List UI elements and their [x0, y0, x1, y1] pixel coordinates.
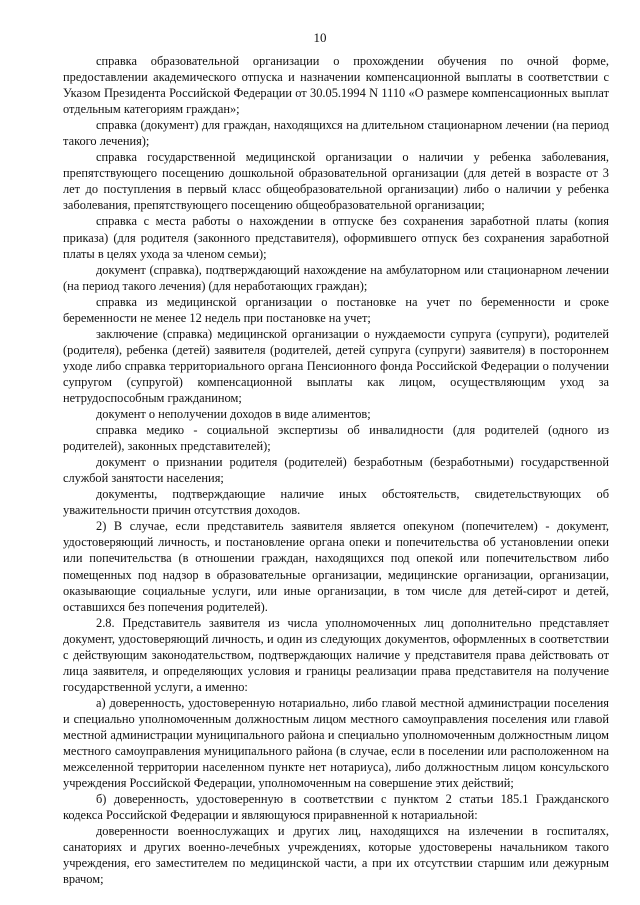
paragraph-child-illness-certificate: справка государственной медицинской организации о наличии у ребенка заболевания, препятствующего посещению дошкольной образовательной организации (для детей в возрасте от 3 лет до поступления в первый класс общеобразовательной организации) либо о наличии у ребенка заболевания, препятствующего посещению общеобразовательной организации;: [63, 150, 609, 213]
paragraph-pregnancy-certificate: справка из медицинской организации о постановке на учет по беременности и сроке беременности не менее 12 недель при постановке на учет;: [63, 294, 609, 325]
paragraph-care-need-conclusion: заключение (справка) медицинской организации о нуждаемости супруга (супруги), родителей (родителя), ребенка (детей) заявителя (родителей, детей супруга (супруги) заявителя) в постороннем уходе либо справка территориального органа Пенсионного фонда Российской Федерации о получении супругом (супругой) компенсационной выплаты как лицом, осуществляющим уход за нетрудоспособным гражданином;: [63, 326, 609, 405]
paragraph-section-2-8: 2.8. Представитель заявителя из числа уполномоченных лиц дополнительно представляет документ, удостоверяющий личность, и один из следующих документов, оформленных в соответствии с действующим законодательством, подтверждающих наличие у представителя права действовать от лица заявителя, и определяющих условия и границы реализации права представителя на получение государственной услуги, а именно:: [63, 615, 609, 694]
paragraph-guardian-representative: 2) В случае, если представитель заявителя является опекуном (попечителем) - документ, удостоверяющий личность, и постановление органа опеки и попечительства об установлении опеки или попечительства (в отношении граждан, находящихся под опекой или попечительством либо помещенных под надзор в образовательные организации, медицинские организации, организации, оказывающие социальные услуги, или иные организации, в том числе для детей-сирот и детей, оставшихся без попечения родителей).: [63, 519, 609, 614]
paragraph-education-certificate: справка образовательной организации о прохождении обучения по очной форме, предоставлении академического отпуска и назначении компенсационной выплаты в соответствии с Указом Президента Российской Федерации от 30.05.1994 N 1110 «О размере компенсационных выплат отдельным категориям граждан»;: [63, 54, 609, 117]
paragraph-other-circumstances: документы, подтверждающие наличие иных обстоятельств, свидетельствующих об уважительности причин отсутствия доходов.: [63, 487, 609, 518]
paragraph-item-b-power-of-attorney: б) доверенность, удостоверенную в соответствии с пунктом 2 статьи 185.1 Гражданского кодекса Российской Федерации и являющуюся приравненной к нотариальной:: [63, 792, 609, 823]
paragraph-unemployment-recognition: документ о признании родителя (родителей) безработным (безработными) государственной службой занятости населения;: [63, 455, 609, 486]
paragraph-disability-certificate: справка медико - социальной экспертизы об инвалидности (для родителей (одного из родителей), законных представителей);: [63, 423, 609, 454]
paragraph-item-a-power-of-attorney: а) доверенность, удостоверенную нотариально, либо главой местной администрации поселения и специально уполномоченным должностным лицом местного самоуправления поселения или главой местной администрации муниципального района и специально уполномоченным должностным лицом местного самоуправления муниципального района (в случае, если в поселении или расположенном на межселенной территории населенном пункте нет нотариуса), либо должностным лицом консульского учреждения Российской Федерации, уполномоченным на совершение этих действий;: [63, 695, 609, 791]
paragraph-outpatient-treatment: документ (справка), подтверждающий нахождение на амбулаторном или стационарном лечении (на период такого лечения) (для неработающих граждан);: [63, 262, 609, 293]
page-number: 10: [313, 30, 327, 45]
paragraph-inpatient-treatment: справка (документ) для граждан, находящихся на длительном стационарном лечении (на период такого лечения);: [63, 118, 609, 149]
paragraph-no-alimony: документ о неполучении доходов в виде алиментов;: [96, 407, 371, 422]
document-body: [63, 53, 609, 887]
paragraph-unpaid-leave-certificate: справка с места работы о нахождении в отпуске без сохранения заработной платы (копия приказа) (для родителя (законного представителя), оформившего отпуск без сохранения заработной платы в целях ухода за членом семьи);: [63, 214, 609, 261]
paragraph-military-hospital-attorney: доверенности военнослужащих и других лиц, находящихся на излечении в госпиталях, санаториях и других военно-лечебных учреждениях, которые удостоверены начальником такого учреждения, его заместителем по медицинской части, а при их отсутствии старшим или дежурным врачом;: [63, 824, 609, 887]
